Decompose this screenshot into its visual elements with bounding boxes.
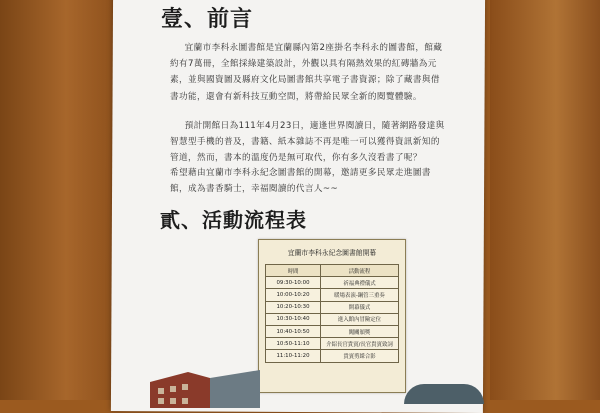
mountain-illustration: [404, 384, 484, 404]
wooden-door-left: [0, 0, 120, 400]
header-time: 時間: [266, 265, 321, 277]
row-time: 10:20-10:30: [266, 301, 321, 313]
intro-paragraph-2: 預計開館日為111年4月23日，適逢世界閱讀日，隨著網路發達與智慧型手機的普及，書籍、紙本雜誌不再是唯一可以獲得資訊新知的管道，然而，書本的溫度仍是無可取代，你有多久沒看書了呢？: [170, 121, 445, 164]
section1-title: 壹、前言: [161, 7, 254, 32]
schedule-card: [258, 239, 406, 393]
row-time: 10:50-11:10: [266, 338, 321, 350]
row-event: 進入館內冒險定位: [321, 313, 399, 325]
row-event: 祈福典禮儀式: [321, 277, 399, 289]
table-row: [266, 325, 399, 337]
table-row: [266, 301, 399, 313]
schedule-table: [265, 264, 399, 363]
intro-paragraph-3: 希望藉由宜蘭市李科永紀念圖書館的開幕，邀請更多民眾走進圖書館，成為書香騎士，幸福閱讀的代言人~~: [170, 168, 431, 195]
table-row: [266, 313, 399, 325]
row-event: 暖場表演-鋼管三重奏: [321, 289, 399, 301]
table-row: [266, 289, 399, 301]
wooden-door-right: [490, 0, 600, 400]
row-event: 開幕儀式: [321, 301, 399, 313]
row-time: 10:40-10:50: [266, 325, 321, 337]
row-time: 10:00-10:20: [266, 289, 321, 301]
schedule-title: 宜蘭市李科永紀念圖書館開幕: [287, 249, 377, 257]
row-time: 11:10-11:20: [266, 350, 321, 362]
row-event: 介紹長官貴賓/長官貴賓致詞: [321, 338, 399, 350]
row-time: 10:30-10:40: [266, 313, 321, 325]
row-event: 闖關頒獎: [321, 325, 399, 337]
header-event: 活動流程: [321, 265, 399, 277]
section2-title: 貳、活動流程表: [160, 208, 307, 232]
library-building-illustration: [150, 368, 260, 408]
table-row: [266, 350, 399, 362]
table-row: [266, 338, 399, 350]
row-time: 09:30-10:00: [266, 277, 321, 289]
table-row: [266, 277, 399, 289]
schedule-header-row: [266, 265, 399, 277]
intro-paragraph-1: 宜蘭市李科永圖書館是宜蘭縣內第2座掛名李科永的圖書館，館藏約有7萬冊，全館採綠建築設計，外觀以具有隔熱效果的紅磚牆為元素，並與國資圖及縣府文化局圖書館共享電子書資源；除了藏書與借書功能，還會有新科技互動空間，將帶給民眾全新的閱覽體驗。: [170, 43, 443, 102]
row-event: 貴賓剪綵合影: [321, 350, 399, 362]
